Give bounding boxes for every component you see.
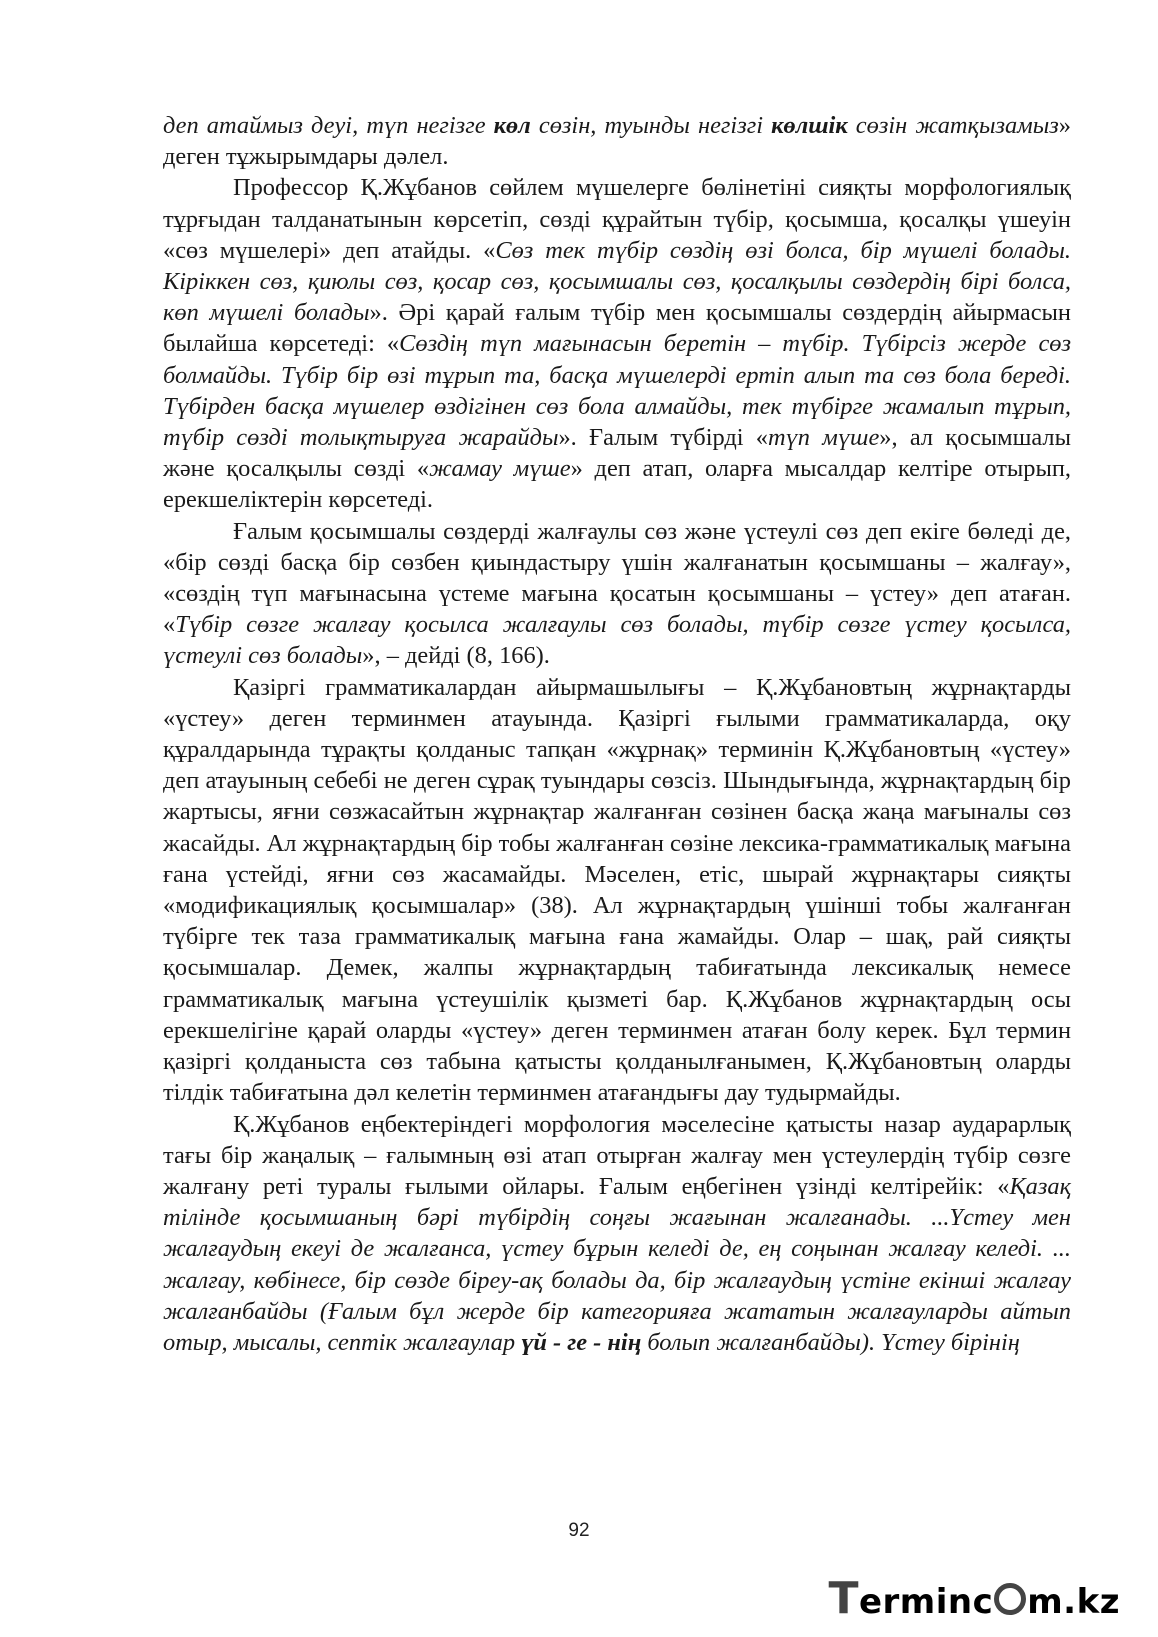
italic-quote-text: Сөздің түп мағынасын беретін – түбір. Түбірсіз жерде сөз болмайды. Түбір бір өзі тұрып та, басқа мүшелерді ертіп алып та сөз бола береді. Түбірден басқа мүшелер өздігінен сөз бола алмайды, тек түбірге жамалып тұрып, түбір сөзді толықтыруға жарайды [163, 330, 1072, 452]
body-text-run: ». Әрі қарай ғалым түбір мен қосымшалы сөздердің айырмасын былайша көрсетеді: « [163, 299, 1071, 358]
watermark-letter: T [828, 1573, 859, 1624]
body-text-run: Профессор Қ.Жұбанов сөйлем мүшелерге бөлінетіні сияқты морфологиялық тұрғыдан талданатынын көрсетіп, сөзді құрайтын түбір, қосымша, қосалқы үшеуін «сөз мүшелері» деп атайды. « [163, 174, 1071, 264]
italic-quote-text: сөзін, туынды негізгі [530, 112, 772, 139]
paragraph [163, 672, 1071, 1109]
body-text-run: Қазіргі грамматикалардан айырмашылығы – Қ.Жұбановтың жұрнақтарды «үстеу» деген терминмен атауында. Қазіргі ғылыми грамматикаларда, оқу құралдарында тұрақты қолданыс тапқан «жұрнақ» терминін Қ.Жұбановтың «үстеу» деп атауының себебі не деген сұрақ туындары сөзсіз. Шындығында, жұрнақтардың бір жартысы, яғни сөзжасайтын жұрнақтар жалғанған сөзінен басқа жаңа мағыналы сөз жасайды. Ал жұрнақтардың бір тобы жалғанған сөзіне лексика-грамматикалық мағына ғана үстейді, яғни сөз жасамайды. Мәселен, етіс, шырай жұрнақтары сияқты «модификациялық қосымшалар» (38). Ал жұрнақтардың үшінші тобы жалғанған түбірге тек таза грамматикалық мағына ғана жамайды. Олар – шақ, рай сияқты қосымшалар. Демек, жалпы жұрнақтардың табиғатында лексикалық немесе грамматикалық мағына үстеушілік қызметі бар. Қ.Жұбанов жұрнақтардың осы ерекшелігіне қарай оларды «үстеу» деген терминмен атаған болу керек. Бұл термин қазіргі қолданыста сөз табына қатысты қолданылғанымен, Қ.Жұбановтың оларды тілдік табиғатына дәл келетін терминмен атағандығы дау тудырмайды. [163, 673, 1071, 1107]
italic-quote-text: деп атаймыз деуі, түп негізге [163, 112, 494, 139]
page-number: 92 [568, 1520, 590, 1541]
body-text-run: ». Ғалым түбірді « [558, 424, 768, 452]
paragraph [163, 516, 1071, 672]
italic-quote-text: Түбір сөзге жалғау қосылса жалғаулы сөз болады, түбір сөзге үстеу қосылса, үстеулі сөз болады [163, 611, 1071, 670]
italic-quote-text: болып жалғанбайды). Үстеу бірінің [641, 1328, 1020, 1356]
body-text-run: Ғалым қосымшалы сөздерді жалғаулы сөз және үстеулі сөз деп екіге бөледі де, «бір сөзді басқа бір сөзбен қиындастыру үшін жалғанатын қосымшаны – жалғау», «сөздің түп мағынасына үстеме мағына қосатын қосымшаны – үстеу» деп атаған. « [163, 517, 1071, 639]
paragraph [163, 172, 1071, 515]
body-text-run: » деген тұжырымдары дәлел. [163, 112, 1071, 171]
paragraph [163, 1109, 1071, 1359]
body-text-run: », – дейді (8, 166). [362, 642, 550, 670]
italic-quote-text: сөзін жатқызамыз [847, 112, 1059, 139]
italic-quote-text: Сөз тек түбір сөздің өзі болса, бір мүшелі болады. Кіріккен сөз, қиюлы сөз, қосар сөз, қосымшалы сөз, қосалқылы сөздердің бірі болса, көп мүшелі болады [163, 236, 1071, 327]
body-text-run: », ал қосымшалы және қосалқылы сөзді « [163, 424, 1071, 483]
body-text-run: » деп атап, оларға мысалдар келтіре отырып, ерекшеліктерін көрсетеді. [163, 455, 1071, 514]
bold-italic-term: көл [493, 112, 531, 139]
watermark-text-middle: erminc [858, 1582, 994, 1622]
italic-quote-text: Қазақ тілінде қосымшаның бәрі түбірдің соңғы жағынан жалғанады. ...Үстеу мен жалғаудың екеуі де жалғанса, үстеу бұрын келеді де, ең соңынан жалғау келеді. ... жалғау, көбінесе, бір сөзде біреу-ақ болады да, бір жалғаудың үстіне екінші жалғау жалғанбайды (Ғалым бұл жерде бір категорияға жататын жалғауларды айтып отыр, мысалы, септік жалғаулар [163, 1172, 1071, 1356]
body-text-run: Қ.Жұбанов еңбектеріндегі морфология мәселесіне қатысты назар аударарлық тағы бір жаңалық – ғалымның өзі атап отырған жалғау мен үстеулердің түбір сөзге жалғану реті туралы ғылыми ойлары. Ғалым еңбегінен үзінді келтірейік: « [163, 1110, 1071, 1200]
bold-italic-term: көлшік [771, 112, 848, 139]
paragraph [163, 110, 1071, 172]
italic-quote-text: түп мүше [768, 424, 880, 452]
bold-italic-term: үй - ге - нің [521, 1328, 642, 1356]
italic-quote-text: жамау мүше [429, 455, 571, 483]
site-watermark-logo [828, 1573, 1120, 1624]
watermark-text-suffix: m.kz [1027, 1582, 1120, 1622]
body-text [163, 110, 1071, 1358]
watermark-o-ring-icon [994, 1583, 1026, 1615]
